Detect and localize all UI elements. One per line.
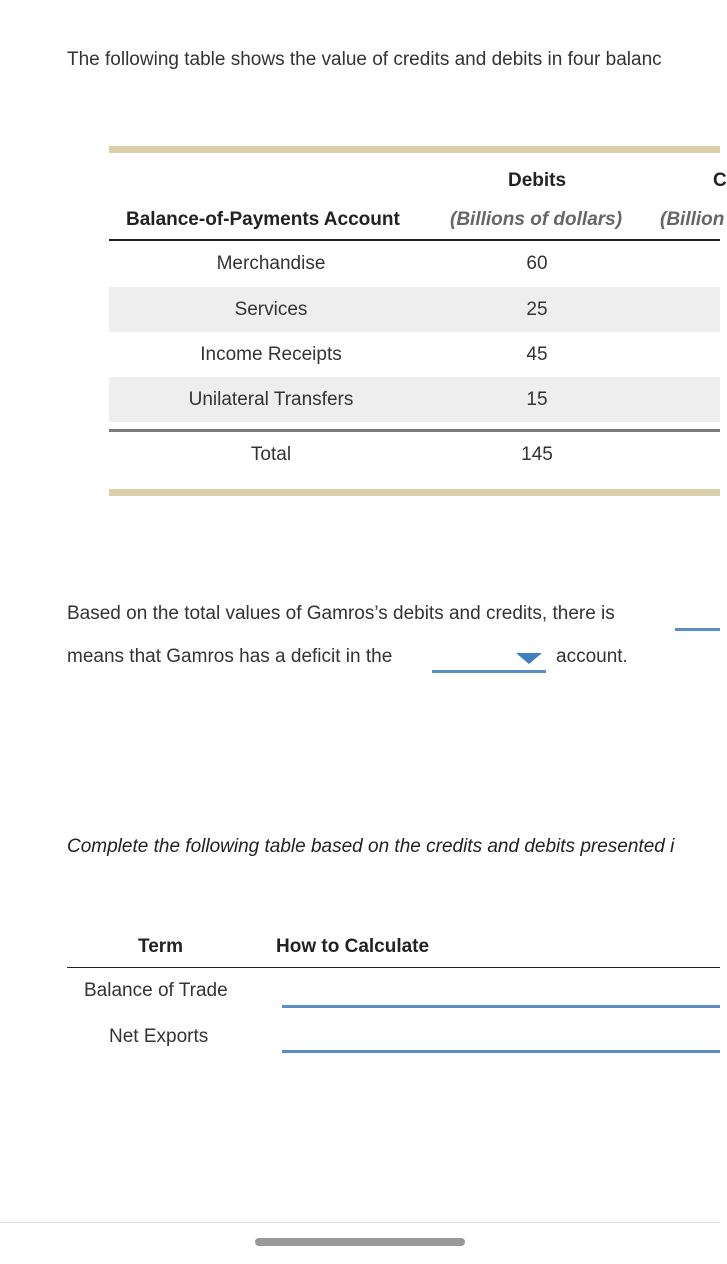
intro-text: The following table shows the value of credits and debits in four balanc bbox=[67, 49, 662, 70]
instructions-text: Complete the following table based on the credits and debits presented i bbox=[67, 836, 675, 857]
balance-of-trade-input[interactable] bbox=[282, 982, 720, 1008]
account-header: Balance-of-Payments Account bbox=[126, 209, 400, 230]
balance-blank-dropdown[interactable] bbox=[675, 628, 720, 631]
deficit-account-dropdown[interactable] bbox=[432, 646, 546, 673]
account-cell: Income Receipts bbox=[200, 343, 342, 365]
table-bottom-bar bbox=[109, 489, 720, 496]
header-rule bbox=[67, 967, 720, 968]
debits-cell: 15 bbox=[526, 388, 548, 410]
question-line-2: means that Gamros has a deficit in the bbox=[67, 646, 393, 667]
debits-unit-header: (Billions of dollars) bbox=[450, 209, 623, 230]
total-debits: 145 bbox=[521, 443, 553, 465]
table-row bbox=[109, 241, 720, 286]
bottom-divider bbox=[0, 1222, 720, 1223]
total-row bbox=[109, 432, 720, 477]
question-line-1: Based on the total values of Gamros’s debits and credits, there is bbox=[67, 603, 615, 624]
question-line-2-end: account. bbox=[556, 646, 628, 667]
debits-cell: 60 bbox=[526, 252, 548, 274]
chevron-down-icon bbox=[516, 653, 542, 664]
credits-header: C bbox=[713, 170, 727, 191]
account-cell: Unilateral Transfers bbox=[188, 388, 354, 410]
term-net-exports: Net Exports bbox=[109, 1026, 209, 1047]
table-top-bar bbox=[109, 146, 720, 153]
debits-cell: 25 bbox=[526, 298, 548, 320]
debits-header: Debits bbox=[508, 170, 567, 191]
term-balance-of-trade: Balance of Trade bbox=[84, 980, 228, 1001]
how-to-calculate-header: How to Calculate bbox=[276, 936, 430, 957]
account-cell: Merchandise bbox=[216, 252, 326, 274]
net-exports-input[interactable] bbox=[282, 1027, 720, 1053]
account-cell: Services bbox=[234, 298, 308, 320]
credits-unit-header: (Billion bbox=[660, 209, 725, 230]
total-label: Total bbox=[250, 443, 292, 465]
debits-cell: 45 bbox=[526, 343, 548, 365]
term-header: Term bbox=[138, 936, 184, 957]
table-row bbox=[109, 377, 720, 422]
table-row bbox=[109, 287, 720, 332]
home-indicator[interactable] bbox=[255, 1238, 465, 1246]
table-row bbox=[109, 332, 720, 377]
